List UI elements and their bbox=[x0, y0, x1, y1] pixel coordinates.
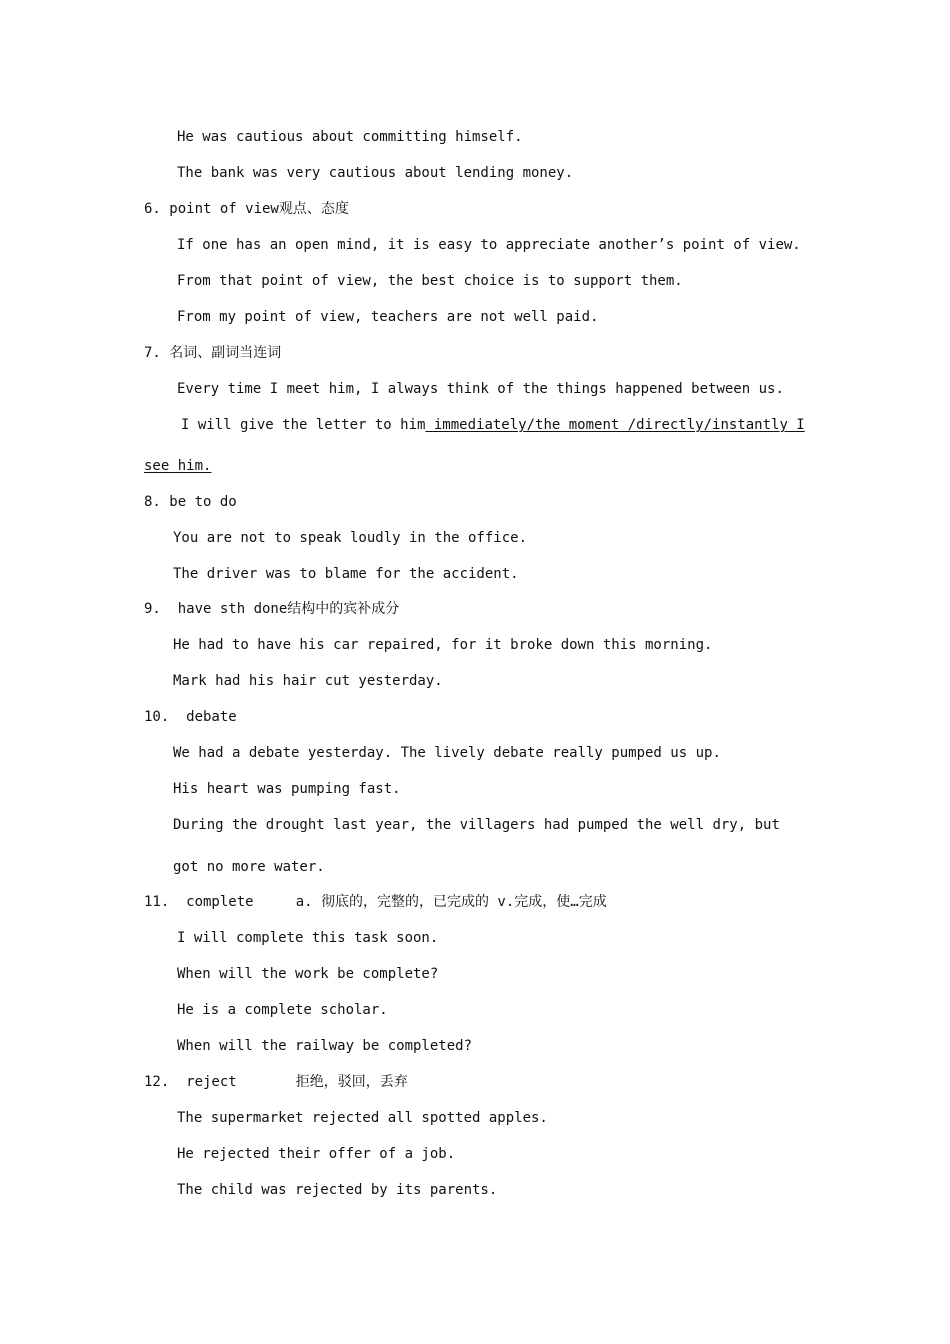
example-sentence: He was cautious about committing himself. bbox=[177, 129, 523, 145]
section-heading: 6. point of view观点、态度 bbox=[144, 201, 349, 217]
example-sentence bbox=[181, 416, 805, 434]
example-sentence: The bank was very cautious about lending money. bbox=[177, 165, 574, 181]
example-sentence: The supermarket rejected all spotted apples. bbox=[177, 1110, 548, 1126]
section-heading: 8. be to do bbox=[144, 494, 237, 510]
example-sentence: Mark had his hair cut yesterday. bbox=[173, 673, 443, 689]
underlined-answer: immediately/the moment /directly/instantly I bbox=[425, 417, 805, 433]
section-heading: 7. 名词、副词当连词 bbox=[144, 345, 282, 361]
example-sentence: If one has an open mind, it is easy to appreciate another’s point of view. bbox=[177, 237, 801, 253]
example-sentence: He rejected their offer of a job. bbox=[177, 1146, 456, 1162]
example-sentence: During the drought last year, the villagers had pumped the well dry, but bbox=[173, 817, 780, 833]
section-heading: 10. debate bbox=[144, 709, 237, 725]
example-sentence: The child was rejected by its parents. bbox=[177, 1182, 498, 1198]
example-sentence: When will the work be complete? bbox=[177, 966, 439, 982]
example-sentence: When will the railway be completed? bbox=[177, 1038, 473, 1054]
example-sentence: got no more water. bbox=[173, 859, 325, 875]
section-heading: 11. complete a. 彻底的，完整的，已完成的 v.完成，使…完成 bbox=[144, 894, 607, 910]
section-heading: 12. reject 拒绝，驳回，丢弃 bbox=[144, 1074, 408, 1090]
section-heading: 9. have sth done结构中的宾补成分 bbox=[144, 601, 400, 617]
example-sentence: He had to have his car repaired, for it broke down this morning. bbox=[173, 637, 713, 653]
example-sentence: From that point of view, the best choice is to support them. bbox=[177, 273, 683, 289]
sentence-text: I will give the letter to him bbox=[181, 417, 426, 433]
underlined-answer-continued: see him. bbox=[144, 458, 212, 474]
example-sentence: Every time I meet him, I always think of the things happened between us. bbox=[177, 381, 784, 397]
example-sentence: We had a debate yesterday. The lively debate really pumped us up. bbox=[173, 745, 721, 761]
example-sentence: His heart was pumping fast. bbox=[173, 781, 401, 797]
example-sentence: From my point of view, teachers are not well paid. bbox=[177, 309, 599, 325]
example-sentence: I will complete this task soon. bbox=[177, 930, 439, 946]
example-sentence: He is a complete scholar. bbox=[177, 1002, 388, 1018]
example-sentence: The driver was to blame for the accident. bbox=[173, 566, 519, 582]
example-sentence: You are not to speak loudly in the office. bbox=[173, 530, 528, 546]
